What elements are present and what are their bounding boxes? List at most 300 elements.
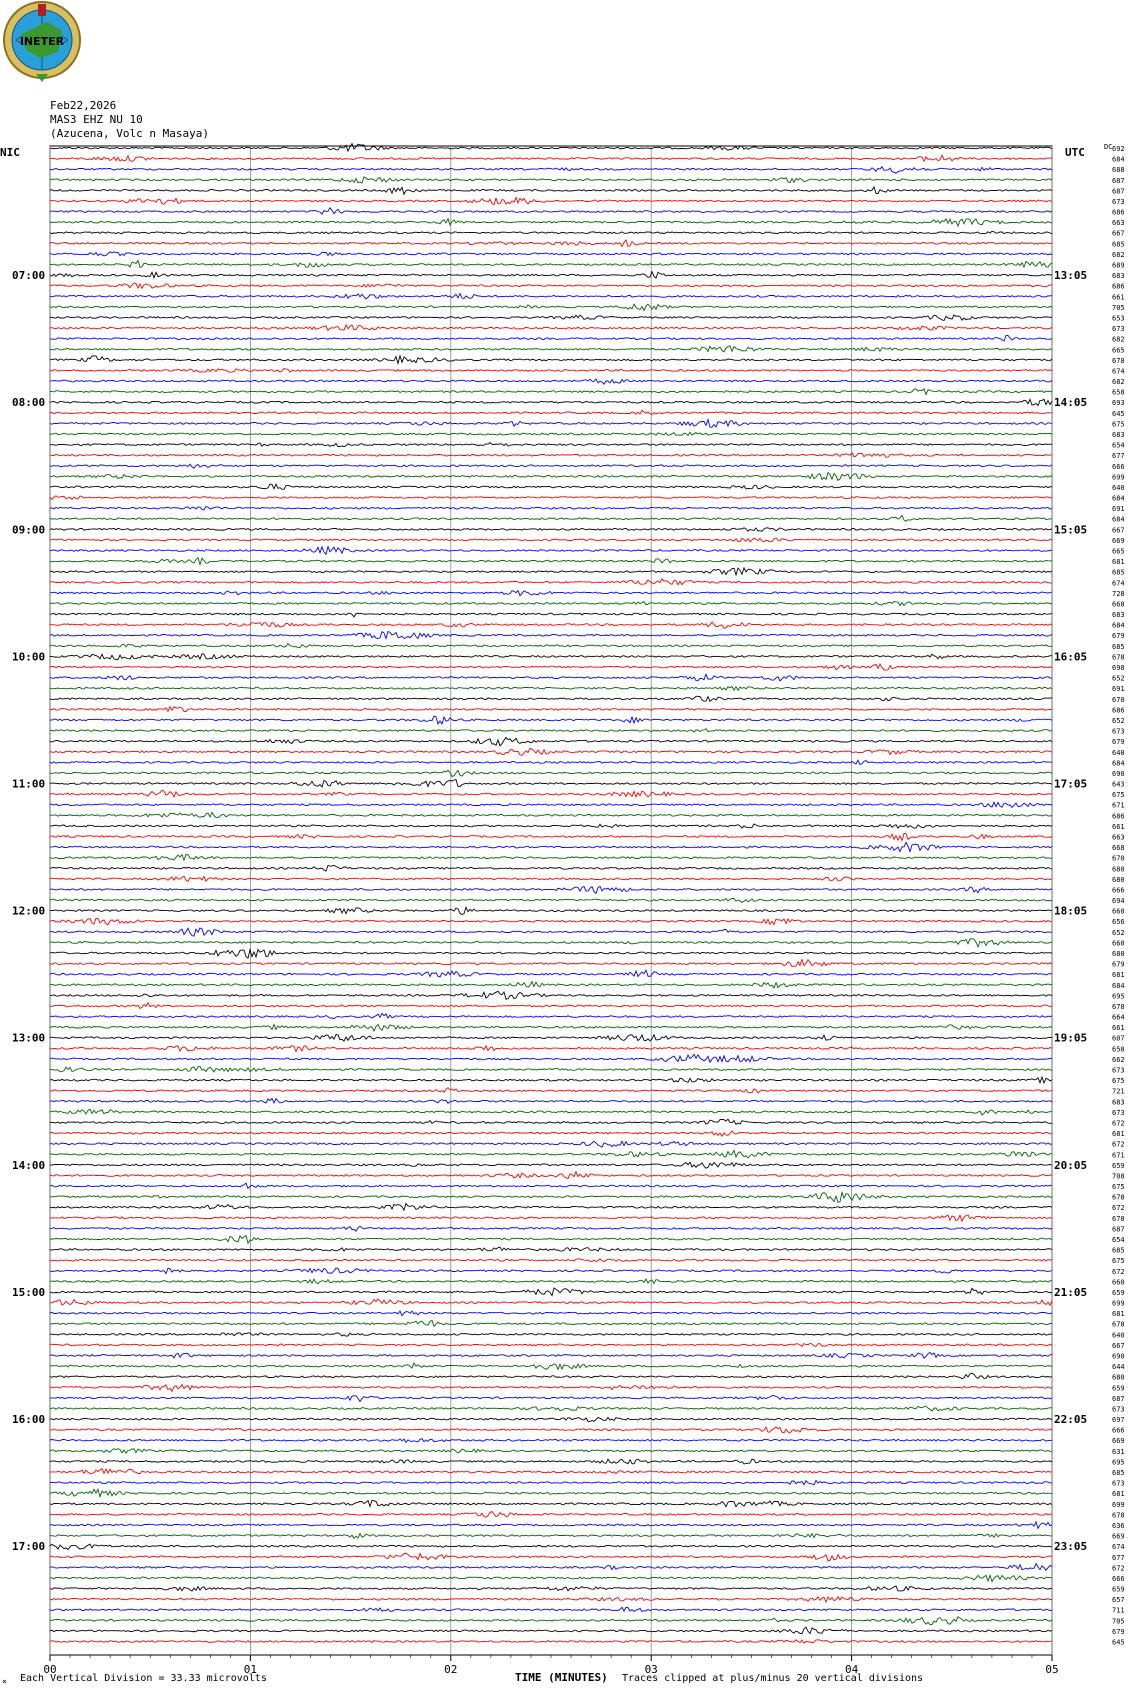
logo-text: INETER xyxy=(19,35,65,48)
dc-offset-label: 675 xyxy=(1112,791,1125,800)
dc-offset-label: 659 xyxy=(1112,1384,1125,1393)
seismic-trace xyxy=(50,1003,1052,1009)
dc-offset-label: 692 xyxy=(1112,145,1125,153)
seismic-trace xyxy=(50,970,1052,977)
seismic-trace xyxy=(50,260,1052,267)
seismic-trace xyxy=(50,399,1052,405)
dc-offset-label: 690 xyxy=(1112,1352,1125,1361)
left-hour-label: 09:00 xyxy=(12,523,46,537)
dc-offset-label: 681 xyxy=(1112,1490,1125,1499)
seismic-trace xyxy=(50,855,1052,861)
dc-offset-label: 666 xyxy=(1112,1574,1125,1583)
dc-offset-label: 644 xyxy=(1112,1363,1125,1372)
dc-offset-label: 678 xyxy=(1112,356,1125,365)
dc-offset-label: 643 xyxy=(1112,780,1125,789)
dc-offset-label: 665 xyxy=(1112,346,1125,355)
seismic-trace xyxy=(50,283,1052,288)
seismic-trace xyxy=(50,918,1052,924)
seismic-trace xyxy=(50,1512,1052,1517)
seismic-trace xyxy=(50,1469,1052,1474)
dc-offset-label: 659 xyxy=(1112,1585,1125,1594)
seismic-trace xyxy=(50,167,1052,173)
dc-offset-label: 669 xyxy=(1112,1437,1125,1446)
dc-offset-label: 687 xyxy=(1112,1394,1125,1403)
seismic-trace xyxy=(50,1046,1052,1052)
seismic-trace xyxy=(50,473,1052,481)
seismic-trace xyxy=(50,834,1052,841)
seismic-trace xyxy=(50,1353,1052,1359)
seismic-trace xyxy=(50,1226,1052,1231)
dc-offset-label: 665 xyxy=(1112,547,1125,556)
dc-offset-label: 660 xyxy=(1112,939,1125,948)
dc-offset-label: 675 xyxy=(1112,1257,1125,1266)
seismic-trace xyxy=(50,1024,1052,1031)
left-hour-label: 14:00 xyxy=(12,1158,46,1172)
seismic-trace xyxy=(50,812,1052,817)
dc-offset-label: 669 xyxy=(1112,536,1125,545)
dc-offset-label: 671 xyxy=(1112,1151,1125,1160)
seismic-trace xyxy=(50,1119,1052,1124)
seismic-trace xyxy=(50,1150,1052,1158)
seismic-trace xyxy=(50,737,1052,745)
dc-offset-label: 721 xyxy=(1112,1087,1125,1096)
seismic-trace xyxy=(50,369,1052,373)
dc-offset-label: 674 xyxy=(1112,579,1125,588)
seismic-trace xyxy=(50,1406,1052,1411)
x-tick-label: 02 xyxy=(444,1663,458,1676)
dc-column-header: DC xyxy=(1104,143,1113,151)
seismic-trace xyxy=(50,1500,1052,1506)
right-hour-label: 20:05 xyxy=(1054,1158,1088,1172)
dc-offset-label: 681 xyxy=(1112,558,1125,567)
dc-offset-label: 668 xyxy=(1112,844,1125,853)
dc-offset-label: 652 xyxy=(1112,674,1125,683)
dc-offset-label: 652 xyxy=(1112,717,1125,725)
seismic-trace xyxy=(50,1534,1052,1539)
dc-offset-label: 661 xyxy=(1112,293,1125,302)
seismic-trace xyxy=(50,982,1052,988)
seismic-trace xyxy=(50,1183,1052,1188)
seismic-trace xyxy=(50,1172,1052,1179)
dc-offset-label: 667 xyxy=(1112,229,1125,238)
dc-offset-label: 708 xyxy=(1112,1172,1125,1181)
dc-offset-label: 670 xyxy=(1112,854,1125,863)
seismic-trace xyxy=(50,1098,1052,1103)
dc-offset-label: 677 xyxy=(1112,452,1125,461)
seismic-trace xyxy=(50,432,1052,435)
dc-offset-label: 688 xyxy=(1112,166,1125,175)
seismic-trace xyxy=(50,1489,1052,1497)
seismic-trace xyxy=(50,1385,1052,1392)
dc-offset-label: 686 xyxy=(1112,812,1125,821)
seismic-trace xyxy=(50,294,1052,299)
seismic-trace xyxy=(50,410,1052,414)
seismic-trace xyxy=(50,780,1052,788)
seismic-trace xyxy=(50,1321,1052,1327)
x-tick-label: 04 xyxy=(844,1663,859,1676)
seismic-trace xyxy=(50,335,1052,341)
dc-offset-label: 640 xyxy=(1112,748,1125,757)
seismic-trace xyxy=(50,1575,1052,1581)
dc-offset-label: 687 xyxy=(1112,176,1125,185)
dc-offset-label: 663 xyxy=(1112,219,1125,228)
seismic-trace xyxy=(50,613,1052,617)
dc-offset-label: 672 xyxy=(1112,1204,1125,1213)
seismic-trace xyxy=(50,379,1052,384)
seismic-trace xyxy=(50,187,1052,194)
seismic-trace xyxy=(50,1522,1052,1529)
x-tick-label: 00 xyxy=(43,1663,57,1676)
dc-offset-label: 669 xyxy=(1112,1532,1125,1541)
dc-offset-label: 678 xyxy=(1112,1214,1125,1223)
dc-offset-label: 698 xyxy=(1112,664,1125,672)
dc-offset-label: 631 xyxy=(1112,1447,1125,1456)
right-hour-label: 21:05 xyxy=(1054,1286,1088,1299)
seismic-trace xyxy=(50,198,1052,205)
dc-offset-label: 683 xyxy=(1112,611,1125,620)
seismic-trace xyxy=(50,928,1052,936)
dc-offset-label: 636 xyxy=(1112,1522,1125,1530)
dc-offset-label: 684 xyxy=(1112,515,1125,524)
dc-offset-label: 691 xyxy=(1112,505,1125,514)
seismic-trace xyxy=(50,748,1052,755)
dc-offset-label: 667 xyxy=(1112,1341,1125,1350)
right-zone-label: UTC xyxy=(1065,146,1085,159)
dc-offset-label: 658 xyxy=(1112,1045,1125,1054)
seismic-trace xyxy=(50,1554,1052,1561)
seismic-trace xyxy=(50,579,1052,585)
left-hour-label: 13:00 xyxy=(12,1031,46,1045)
corner-glyph: ⨯ xyxy=(2,1677,7,1686)
dc-offset-label: 666 xyxy=(1112,1426,1125,1435)
seismic-trace xyxy=(50,325,1052,331)
dc-offset-label: 680 xyxy=(1112,875,1125,884)
dc-offset-label: 673 xyxy=(1112,1108,1125,1117)
dc-offset-label: 652 xyxy=(1112,928,1125,937)
left-hour-label: 16:00 xyxy=(12,1413,46,1427)
dc-offset-label: 680 xyxy=(1112,950,1125,958)
seismic-trace xyxy=(50,315,1052,321)
seismic-trace xyxy=(50,1597,1052,1602)
seismic-trace xyxy=(50,1627,1052,1633)
dc-offset-label: 679 xyxy=(1112,1627,1125,1636)
dc-offset-label: 679 xyxy=(1112,738,1125,747)
seismic-trace xyxy=(50,824,1052,828)
dc-offset-label: 659 xyxy=(1112,1289,1125,1297)
seismic-trace xyxy=(50,1311,1052,1316)
dc-offset-label: 680 xyxy=(1112,865,1125,874)
dc-offset-label: 678 xyxy=(1112,653,1125,662)
seismic-trace xyxy=(50,1617,1052,1625)
dc-offset-label: 697 xyxy=(1112,1416,1125,1425)
right-hour-label: 18:05 xyxy=(1054,904,1088,918)
dc-offset-label: 711 xyxy=(1112,1606,1125,1615)
dc-offset-label: 645 xyxy=(1112,409,1125,418)
seismic-trace xyxy=(50,443,1052,447)
dc-offset-label: 690 xyxy=(1112,769,1125,778)
dc-offset-label: 705 xyxy=(1112,1617,1125,1626)
seismic-trace xyxy=(50,802,1052,807)
dc-offset-label: 675 xyxy=(1112,420,1125,429)
dc-offset-label: 662 xyxy=(1112,1055,1125,1064)
dc-offset-label: 686 xyxy=(1112,208,1125,217)
seismic-trace xyxy=(50,1013,1052,1018)
dc-offset-label: 678 xyxy=(1112,1511,1125,1520)
seismic-trace xyxy=(50,1439,1052,1443)
dc-offset-label: 672 xyxy=(1112,1267,1125,1276)
chart-location: (Azucena, Volc n Masaya) xyxy=(50,127,209,140)
seismic-trace xyxy=(50,1035,1052,1042)
dc-offset-label: 678 xyxy=(1112,1193,1125,1202)
dc-offset-label: 672 xyxy=(1112,1140,1125,1149)
chart-station: MAS3 EHZ NU 10 xyxy=(50,113,143,126)
seismic-trace xyxy=(50,547,1052,555)
seismic-trace xyxy=(50,1259,1052,1262)
dc-offset-label: 682 xyxy=(1112,378,1125,386)
dc-offset-label: 687 xyxy=(1112,187,1125,196)
seismic-trace xyxy=(50,453,1052,458)
dc-offset-label: 699 xyxy=(1112,1299,1125,1308)
seismic-trace xyxy=(50,496,1052,500)
left-hour-label: 11:00 xyxy=(12,777,46,791)
seismic-trace xyxy=(50,1268,1052,1274)
seismic-trace xyxy=(50,1586,1052,1591)
right-hour-label: 15:05 xyxy=(1054,523,1088,537)
seismic-trace xyxy=(50,304,1052,310)
seismic-trace xyxy=(50,1459,1052,1464)
seismic-trace xyxy=(50,1236,1052,1244)
dc-offset-label: 686 xyxy=(1112,282,1125,291)
dc-offset-label: 661 xyxy=(1112,822,1125,831)
seismic-trace xyxy=(50,1215,1052,1221)
dc-offset-label: 685 xyxy=(1112,1469,1125,1477)
right-hour-label: 22:05 xyxy=(1054,1413,1088,1427)
dc-offset-label: 678 xyxy=(1112,1003,1125,1011)
seismic-trace xyxy=(50,1480,1052,1485)
seismic-trace xyxy=(50,1333,1052,1336)
seismic-trace xyxy=(50,558,1052,565)
seismic-trace xyxy=(50,898,1052,902)
seismic-trace xyxy=(50,950,1052,959)
seismic-trace xyxy=(50,420,1052,428)
dc-offset-label: 664 xyxy=(1112,1013,1125,1022)
seismic-trace xyxy=(50,729,1052,732)
seismic-trace xyxy=(50,1288,1052,1296)
dc-offset-label: 681 xyxy=(1112,971,1125,980)
dc-offset-label: 683 xyxy=(1112,431,1125,439)
dc-offset-label: 695 xyxy=(1112,992,1125,1001)
seismic-trace xyxy=(50,1544,1052,1550)
seismic-trace xyxy=(50,790,1052,797)
dc-offset-label: 640 xyxy=(1112,484,1125,492)
dc-offset-label: 673 xyxy=(1112,325,1125,334)
dc-offset-label: 673 xyxy=(1112,198,1125,206)
dc-offset-label: 694 xyxy=(1112,897,1125,905)
x-axis-title: TIME (MINUTES) xyxy=(515,1671,608,1684)
seismic-trace xyxy=(50,644,1052,648)
dc-offset-label: 691 xyxy=(1112,685,1125,694)
seismic-trace xyxy=(50,674,1052,681)
dc-offset-label: 683 xyxy=(1112,272,1125,281)
seismic-trace xyxy=(50,991,1052,999)
seismic-trace xyxy=(50,1427,1052,1433)
x-tick-label: 05 xyxy=(1045,1663,1059,1676)
dc-offset-label: 640 xyxy=(1112,1331,1125,1340)
seismic-trace xyxy=(50,1607,1052,1611)
seismic-trace xyxy=(50,842,1052,851)
clip-note: Traces clipped at plus/minus 20 vertical divisions xyxy=(622,1673,924,1684)
seismic-trace xyxy=(50,602,1052,606)
dc-offset-label: 679 xyxy=(1112,960,1125,969)
dc-offset-label: 682 xyxy=(1112,335,1125,344)
seismic-trace xyxy=(50,1417,1052,1421)
seismic-trace xyxy=(50,1203,1052,1210)
dc-offset-label: 660 xyxy=(1112,1278,1125,1287)
dc-offset-label: 673 xyxy=(1112,727,1125,736)
seismic-trace xyxy=(50,272,1052,278)
dc-offset-label: 684 xyxy=(1112,494,1125,503)
dc-offset-label: 682 xyxy=(1112,250,1125,259)
x-tick-label: 03 xyxy=(644,1663,658,1676)
dc-offset-label: 685 xyxy=(1112,642,1125,651)
dc-offset-label: 674 xyxy=(1112,367,1125,376)
seismic-trace xyxy=(50,939,1052,947)
seismic-trace xyxy=(50,865,1052,871)
seismic-trace xyxy=(50,1141,1052,1147)
dc-offset-label: 645 xyxy=(1112,1638,1125,1647)
dc-offset-label: 678 xyxy=(1112,1320,1125,1329)
dc-offset-label: 666 xyxy=(1112,886,1125,895)
left-hour-label: 17:00 xyxy=(12,1540,46,1554)
left-hour-label: 08:00 xyxy=(12,396,46,410)
seismic-trace xyxy=(50,1247,1052,1251)
x-tick-label: 01 xyxy=(243,1663,258,1676)
dc-offset-label: 728 xyxy=(1112,589,1125,598)
seismic-trace xyxy=(50,1640,1052,1643)
dc-offset-label: 705 xyxy=(1112,303,1125,312)
seismic-trace xyxy=(50,1373,1052,1378)
seismic-trace xyxy=(50,1344,1052,1347)
dc-offset-label: 656 xyxy=(1112,918,1125,927)
dc-offset-label: 695 xyxy=(1112,1458,1125,1467)
dc-offset-label: 661 xyxy=(1112,1024,1125,1033)
seismic-trace xyxy=(50,346,1052,352)
dc-offset-label: 689 xyxy=(1112,261,1125,270)
dc-offset-label: 675 xyxy=(1112,1077,1125,1086)
seismic-trace xyxy=(50,664,1052,670)
seismic-trace xyxy=(50,1396,1052,1402)
dc-offset-label: 673 xyxy=(1112,1479,1125,1488)
left-hour-label: 10:00 xyxy=(12,650,46,664)
seismic-trace xyxy=(50,356,1052,364)
dc-offset-label: 670 xyxy=(1112,695,1125,704)
seismic-trace xyxy=(50,1564,1052,1571)
seismic-trace xyxy=(50,1279,1052,1284)
left-hour-label: 07:00 xyxy=(12,269,46,283)
seismic-trace xyxy=(50,716,1052,724)
seismic-trace xyxy=(50,484,1052,489)
seismic-trace xyxy=(50,177,1052,183)
dc-offset-label: 672 xyxy=(1112,1119,1125,1128)
dc-offset-label: 681 xyxy=(1112,1130,1125,1139)
seismic-trace xyxy=(50,654,1052,660)
seismic-trace xyxy=(50,568,1052,575)
dc-offset-label: 675 xyxy=(1112,1183,1125,1191)
dc-offset-label: 654 xyxy=(1112,441,1125,450)
seismic-trace xyxy=(50,515,1052,521)
dc-offset-label: 685 xyxy=(1112,568,1125,577)
seismic-trace xyxy=(50,591,1052,596)
seismic-trace xyxy=(50,1162,1052,1168)
seismic-trace xyxy=(50,1109,1052,1115)
seismic-trace xyxy=(50,632,1052,639)
dc-offset-label: 699 xyxy=(1112,1500,1125,1509)
seismic-trace xyxy=(50,1077,1052,1083)
dc-offset-label: 684 xyxy=(1112,981,1125,990)
dc-offset-label: 685 xyxy=(1112,1246,1125,1255)
seismic-trace xyxy=(50,1066,1052,1072)
seismic-trace xyxy=(50,506,1052,510)
seismic-trace xyxy=(50,538,1052,542)
dc-offset-label: 671 xyxy=(1112,801,1125,810)
seismic-trace xyxy=(50,252,1052,256)
dc-offset-label: 654 xyxy=(1112,1236,1125,1244)
division-note: Each Vertical Division = 33.33 microvolts xyxy=(20,1673,267,1684)
dc-offset-label: 687 xyxy=(1112,1225,1125,1234)
seismic-trace xyxy=(50,622,1052,628)
dc-offset-label: 666 xyxy=(1112,462,1125,471)
seismic-trace xyxy=(50,770,1052,776)
right-hour-label: 14:05 xyxy=(1054,396,1088,410)
dc-offset-label: 686 xyxy=(1112,706,1125,715)
dc-offset-label: 659 xyxy=(1112,1161,1125,1170)
dc-offset-label: 679 xyxy=(1112,632,1125,641)
chart-date: Feb22,2026 xyxy=(50,99,117,112)
dc-offset-label: 681 xyxy=(1112,1310,1125,1319)
left-hour-label: 12:00 xyxy=(12,904,46,918)
seismic-trace xyxy=(50,886,1052,893)
seismic-trace xyxy=(50,686,1052,690)
seismic-trace xyxy=(50,231,1052,234)
right-hour-label: 19:05 xyxy=(1054,1031,1088,1045)
dc-offset-label: 693 xyxy=(1112,399,1125,408)
dc-offset-label: 685 xyxy=(1112,240,1125,249)
dc-offset-label: 677 xyxy=(1112,1553,1125,1562)
dc-offset-label: 673 xyxy=(1112,1066,1125,1075)
dc-offset-label: 684 xyxy=(1112,621,1125,630)
seismic-trace xyxy=(50,528,1052,531)
dc-offset-label: 660 xyxy=(1112,907,1125,916)
seismic-trace xyxy=(50,876,1052,881)
dc-offset-label: 607 xyxy=(1112,1034,1125,1043)
seismic-trace xyxy=(50,155,1052,161)
dc-offset-label: 684 xyxy=(1112,759,1125,768)
seismic-trace xyxy=(50,208,1052,214)
seismic-trace xyxy=(50,1363,1052,1369)
right-hour-label: 23:05 xyxy=(1054,1540,1088,1554)
dc-offset-label: 657 xyxy=(1112,1596,1125,1605)
seismic-trace xyxy=(50,464,1052,468)
dc-offset-label: 658 xyxy=(1112,388,1125,397)
dc-offset-label: 673 xyxy=(1112,1405,1125,1414)
seismic-trace xyxy=(50,960,1052,967)
dc-offset-label: 683 xyxy=(1112,1098,1125,1107)
seismic-trace xyxy=(50,696,1052,701)
dc-offset-label: 684 xyxy=(1112,155,1125,164)
seismic-trace xyxy=(50,1131,1052,1136)
seismic-trace xyxy=(50,707,1052,712)
seismic-trace xyxy=(50,1449,1052,1454)
